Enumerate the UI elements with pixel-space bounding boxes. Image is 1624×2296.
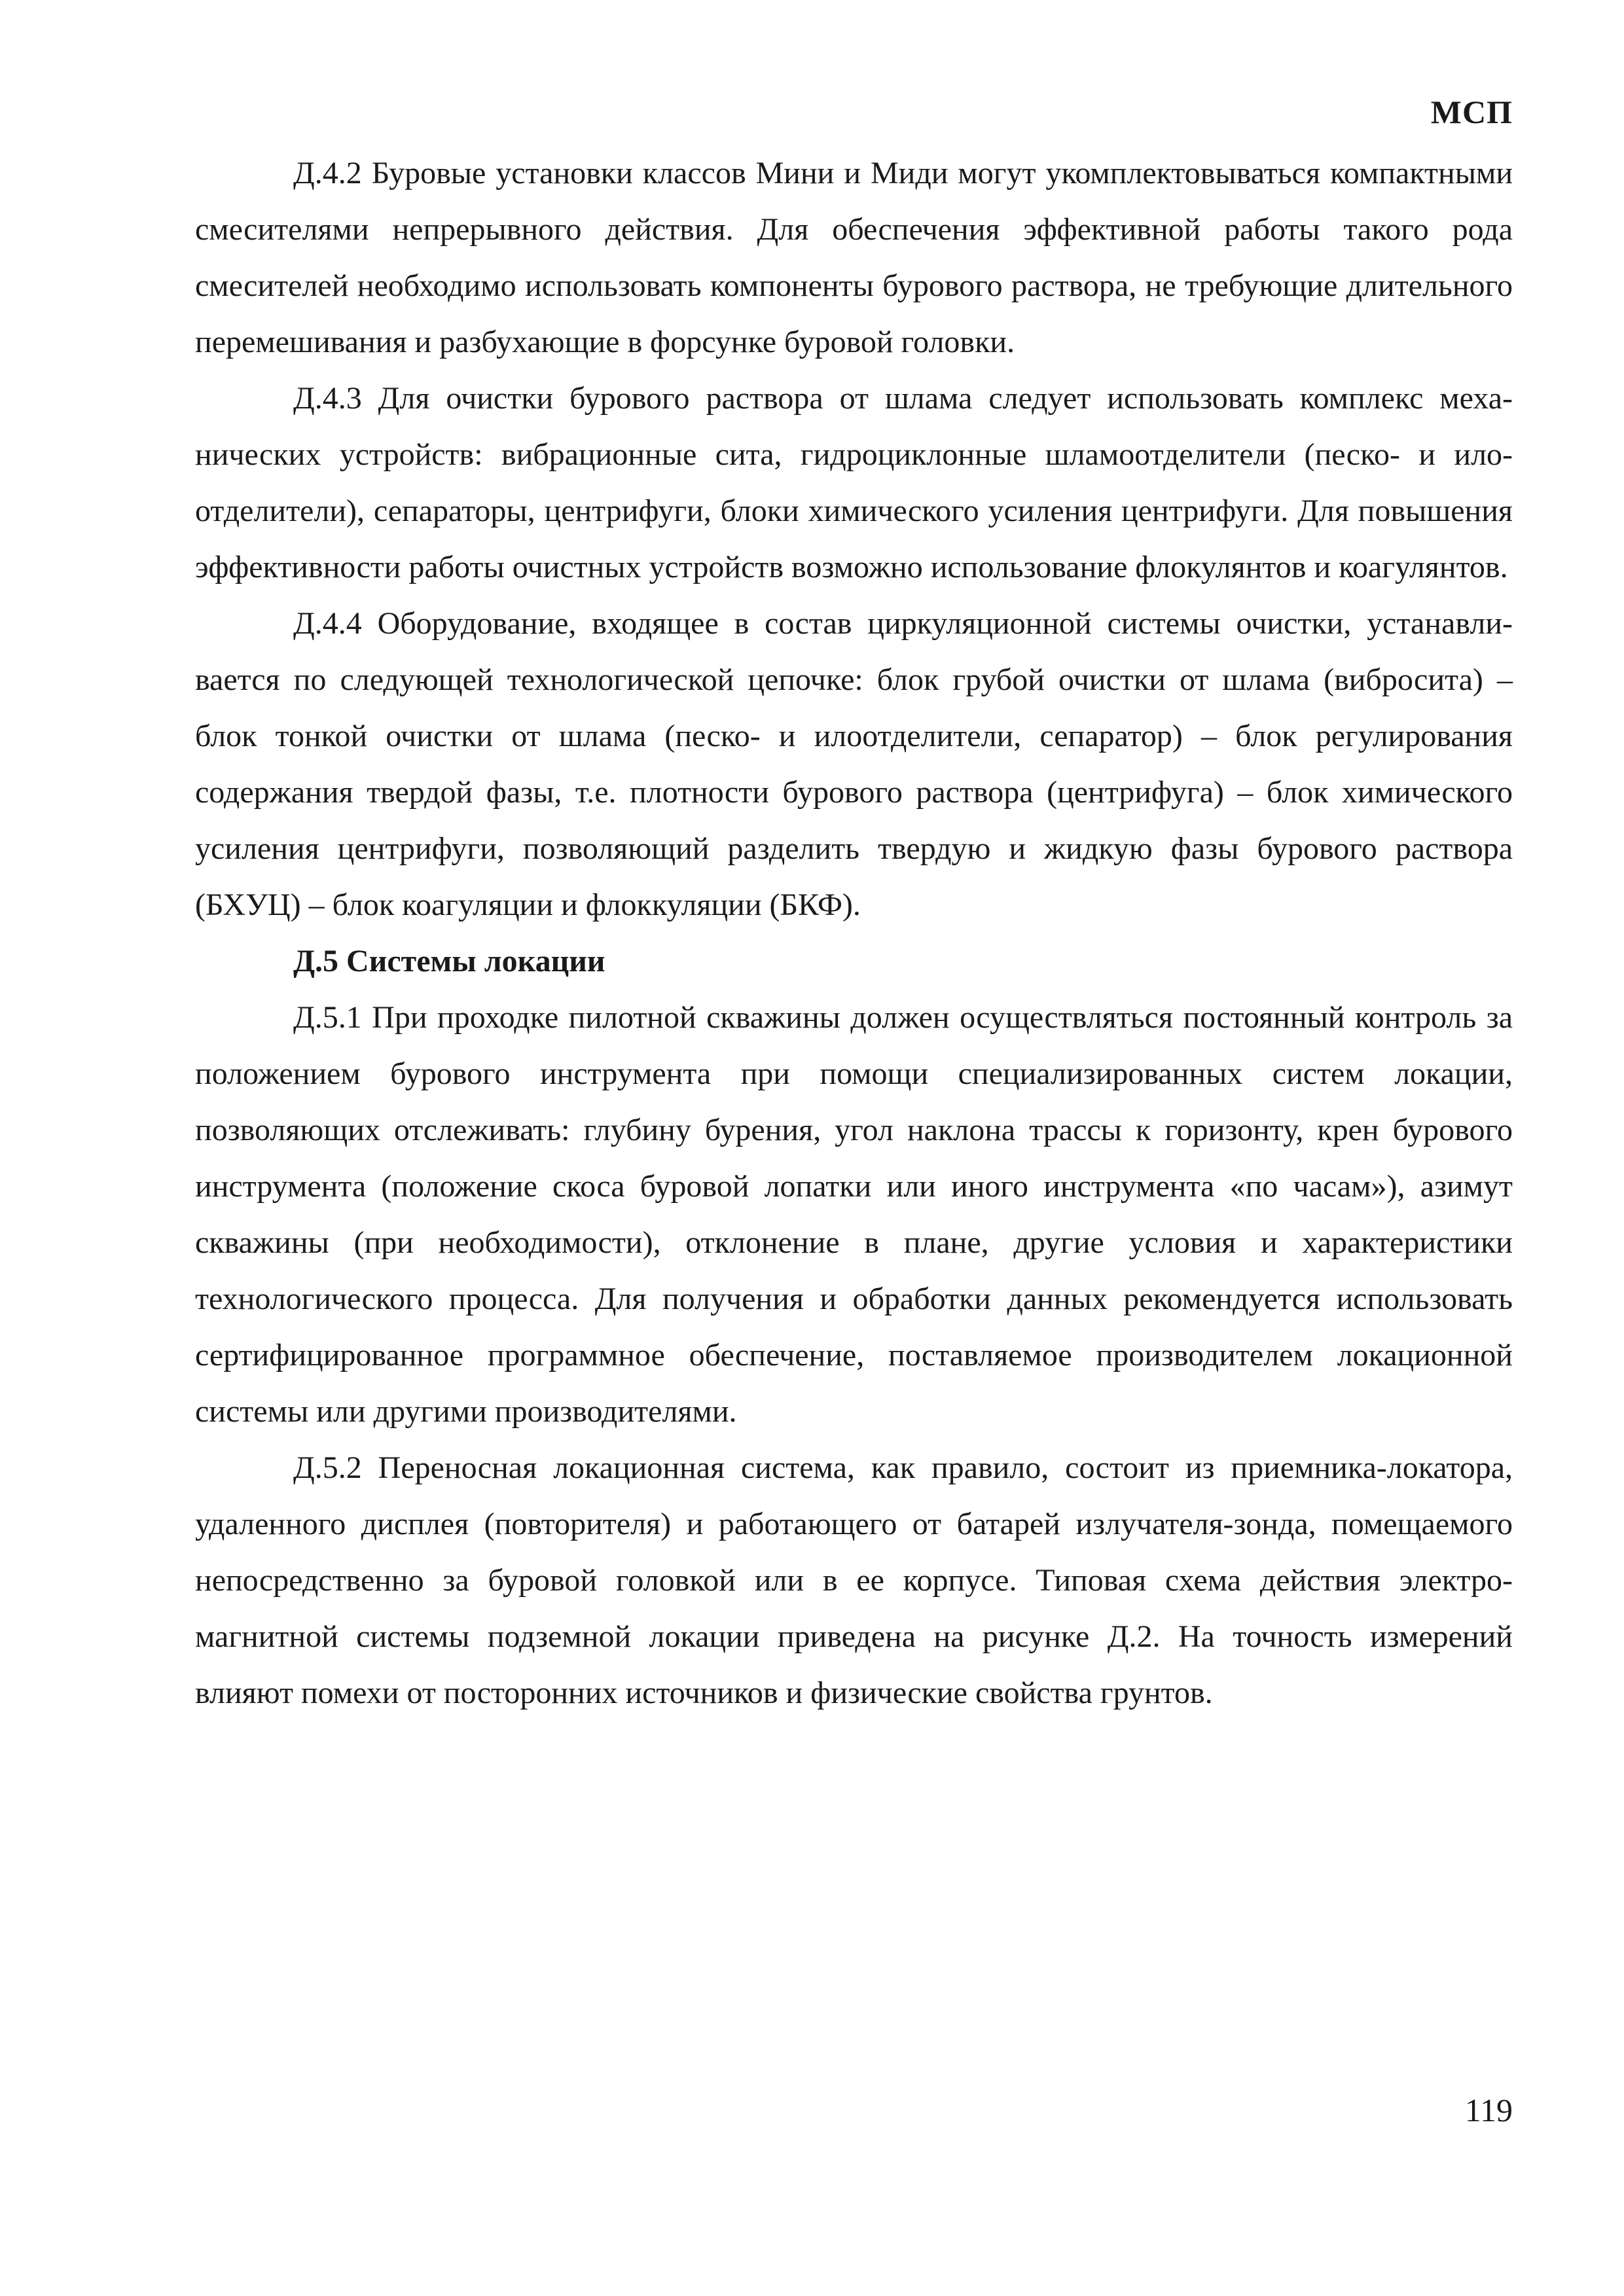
- page-number: 119: [1464, 2092, 1513, 2128]
- paragraph-d-4-3: Д.4.3 Для очистки бурового раствора от шлама следует использовать комплекс механических устройств: вибрационные сита, гидроциклонные шламоотделители (песко- и илоотделители), сепараторы, центрифуги, блоки химического усиления центрифуги. Для повышения эффективности работы очистных устройств возможно использование флокулянтов и коагулянтов.: [195, 381, 1513, 584]
- paragraph-d-5-2: Д.5.2 Переносная локационная система, как правило, состоит из приемника-локатора, удаленного дисплея (повторителя) и работающего от батарей излучателя-зонда, помещаемого непосредственно за буровой головкой или в ее корпусе. Типовая схема действия электромагнитной системы подземной локации приведена на рисунке Д.2. На точность измерений влияют помехи от посторонних источников и физические свойства грунтов.: [195, 1450, 1513, 1710]
- paragraph-d-4-4: Д.4.4 Оборудование, входящее в состав циркуляционной системы очистки, устанавливается по следующей технологической цепочке: блок грубой очистки от шлама (вибросита) – блок тонкой очистки от шлама (песко- и илоотделители, сепаратор) – блок регулирования содержания твердой фазы, т.е. плотности бурового раствора (центрифуга) – блок химического усиления центрифуги, позволяющий разделить твердую и жидкую фазы бурового раствора (БХУЦ) – блок коагуляции и флоккуляции (БКФ).: [195, 606, 1513, 922]
- paragraph-d-4-2: Д.4.2 Буровые установки классов Мини и Миди могут укомплектовываться компактными смесителями непрерывного действия. Для обеспечения эффективной работы такого рода смесителей необходимо использовать компоненты бурового раствора, не требующие длительного перемешивания и разбухающие в форсунке буровой головки.: [195, 156, 1513, 359]
- paragraph-d-5-1: Д.5.1 При проходке пилотной скважины должен осуществляться постоянный контроль за положением бурового инструмента при помощи специализированных систем локации, позволяющих отслеживать: глубину бурения, угол наклона трассы к горизонту, крен бурового инструмента (положение скоса буровой лопатки или иного инструмента «по часам»), азимут скважины (при необходимости), отклонение в плане, другие условия и характеристики технологического процесса. Для получения и обработки данных рекомендуется использовать сертифицированное программное обеспечение, поставляемое производителем локационной системы или другими производителями.: [195, 1000, 1513, 1429]
- page-body: [195, 145, 1513, 1721]
- section-heading-d-5: Д.5 Системы локации: [293, 944, 605, 978]
- document-code-header: МСП: [1430, 94, 1513, 130]
